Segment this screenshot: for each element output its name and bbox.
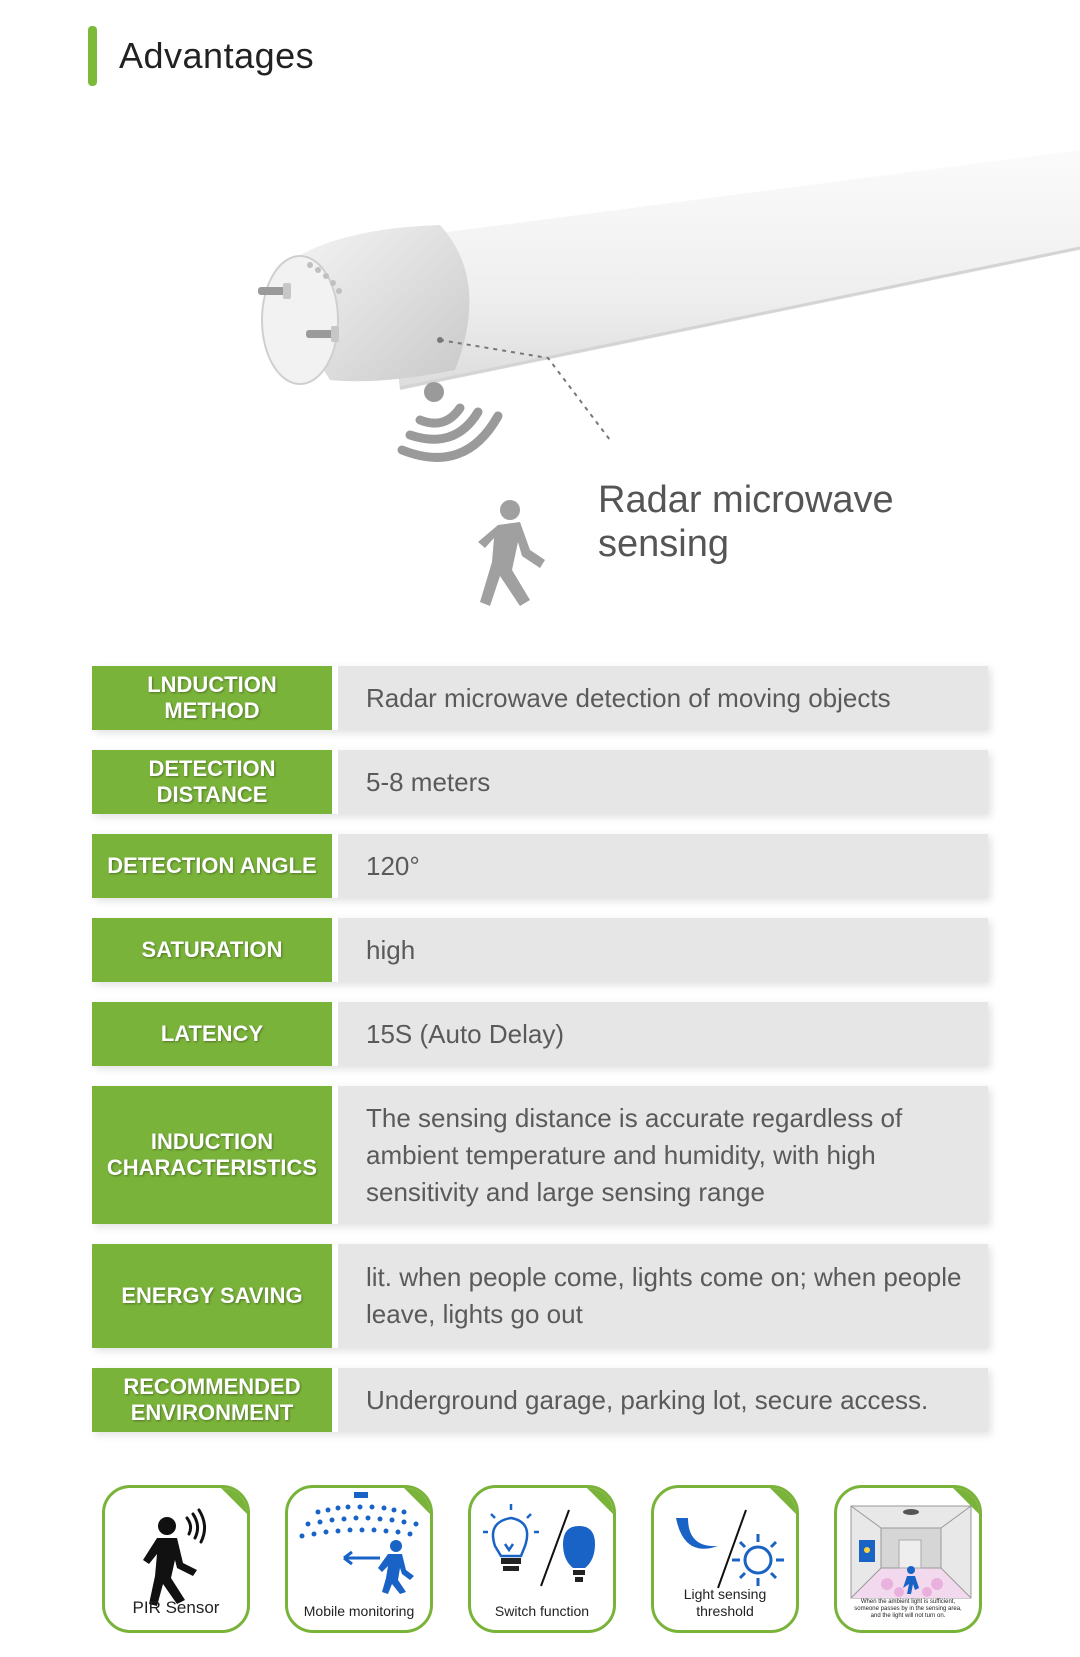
- spec-value: high: [338, 918, 988, 982]
- feature-label: Light sensing threshold: [683, 1586, 767, 1619]
- feature-label: Mobile monitoring: [303, 1603, 415, 1619]
- feature-mobile-monitoring: [285, 1485, 433, 1633]
- feature-label: Switch function: [494, 1603, 590, 1619]
- section-heading: [88, 26, 314, 86]
- page-title: Advantages: [119, 35, 315, 76]
- radar-waves-icon: [402, 408, 498, 457]
- spec-key: SATURATION: [92, 918, 338, 982]
- spec-key: RECOMMENDED ENVIRONMENT: [92, 1368, 338, 1432]
- spec-row: [92, 918, 988, 982]
- hero-illustration: [0, 130, 1080, 610]
- spec-key: DETECTION ANGLE: [92, 834, 338, 898]
- spec-table: [92, 666, 988, 1452]
- feature-pir-sensor: [102, 1485, 250, 1633]
- feature-light-sensing-threshold: [651, 1485, 799, 1633]
- spec-row: [92, 666, 988, 730]
- heading-accent-bar: [88, 26, 97, 86]
- spec-row: [92, 750, 988, 814]
- led-tube-illustration: [0, 130, 1080, 610]
- moon-icon: [676, 1518, 718, 1549]
- spec-value: Radar microwave detection of moving objects: [338, 666, 988, 730]
- sun-icon: [732, 1534, 784, 1586]
- feature-switch-function: [468, 1485, 616, 1633]
- spec-value: 15S (Auto Delay): [338, 1002, 988, 1066]
- spec-value: lit. when people come, lights come on; when people leave, lights go out: [338, 1244, 988, 1348]
- spec-row: [92, 1244, 988, 1348]
- spec-value: 5-8 meters: [338, 750, 988, 814]
- feature-ambient-light: [834, 1485, 982, 1633]
- spec-row: [92, 834, 988, 898]
- feature-label: When the ambient light is sufficient, someone passes by in the sensing area, and the light will not turn on.: [854, 1599, 962, 1619]
- spec-row: [92, 1368, 988, 1432]
- feature-label: PIR Sensor: [132, 1598, 220, 1617]
- spec-row: [92, 1002, 988, 1066]
- spec-value: The sensing distance is accurate regardless of ambient temperature and humidity, with high sensitivity and large sensing range: [338, 1086, 988, 1224]
- walking-person-icon: [478, 500, 545, 606]
- spec-key: ENERGY SAVING: [92, 1244, 338, 1348]
- feature-icons: [102, 1485, 982, 1635]
- spec-key: LATENCY: [92, 1002, 338, 1066]
- spec-value: 120°: [338, 834, 988, 898]
- spec-key: DETECTION DISTANCE: [92, 750, 338, 814]
- spec-key: INDUCTION CHARACTERISTICS: [92, 1086, 338, 1224]
- spec-value: Underground garage, parking lot, secure access.: [338, 1368, 988, 1432]
- spec-key: LNDUCTION METHOD: [92, 666, 338, 730]
- radar-label: Radar microwave sensing: [598, 479, 894, 565]
- spec-row: [92, 1086, 988, 1224]
